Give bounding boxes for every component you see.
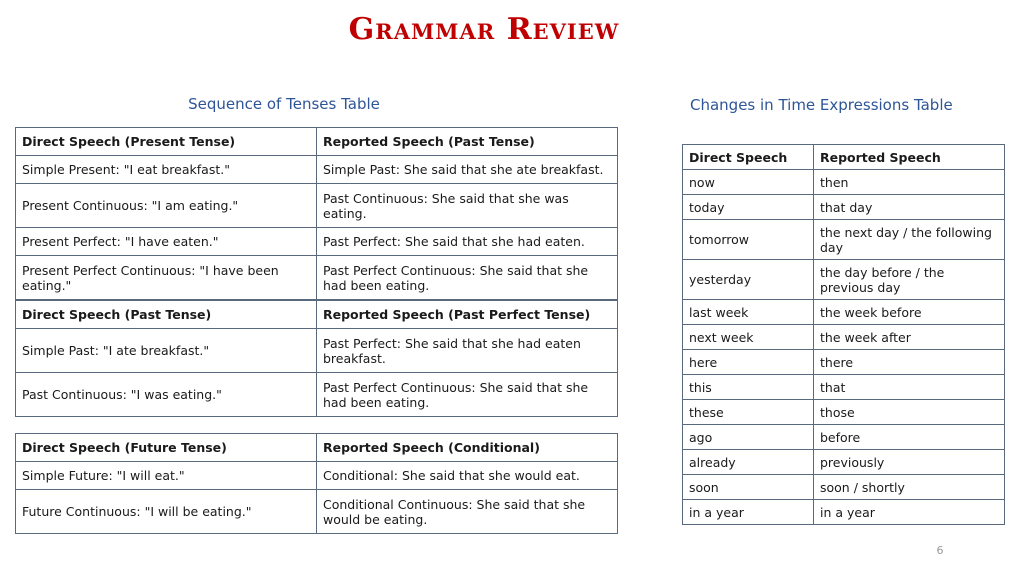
table-cell: that <box>814 375 1005 400</box>
table-cell: Simple Present: "I eat breakfast." <box>16 156 317 184</box>
table-header-cell: Direct Speech (Present Tense) <box>16 128 317 156</box>
table-row <box>683 260 1005 300</box>
table-header-cell: Reported Speech (Past Perfect Tense) <box>317 301 618 329</box>
table-row <box>16 156 618 184</box>
table-header-row <box>16 301 618 329</box>
table-cell: Present Perfect Continuous: "I have been eating." <box>16 256 317 300</box>
table-row <box>16 490 618 534</box>
time-expressions-table <box>682 144 1005 525</box>
table-cell: here <box>683 350 814 375</box>
table-cell: soon / shortly <box>814 475 1005 500</box>
table-row <box>683 450 1005 475</box>
table-cell: now <box>683 170 814 195</box>
table-cell: the week before <box>814 300 1005 325</box>
table-cell: then <box>814 170 1005 195</box>
present-tense-table <box>15 127 618 300</box>
table-cell: these <box>683 400 814 425</box>
table-row <box>683 400 1005 425</box>
table-row <box>683 220 1005 260</box>
time-table-heading: Changes in Time Expressions Table <box>690 96 953 114</box>
table-cell: the next day / the following day <box>814 220 1005 260</box>
table-row <box>16 462 618 490</box>
page-number: 6 <box>936 544 944 557</box>
table-header-row <box>16 434 618 462</box>
table-cell: yesterday <box>683 260 814 300</box>
table-cell: that day <box>814 195 1005 220</box>
table-cell: Simple Past: She said that she ate breakfast. <box>317 156 618 184</box>
table-row <box>16 329 618 373</box>
table-cell: Past Perfect: She said that she had eaten breakfast. <box>317 329 618 373</box>
table-cell: last week <box>683 300 814 325</box>
table-header-cell: Reported Speech (Conditional) <box>317 434 618 462</box>
table-row <box>683 350 1005 375</box>
slide-title: Grammar Review <box>348 12 620 47</box>
sequence-table-heading: Sequence of Tenses Table <box>188 95 380 113</box>
future-tense-table <box>15 433 618 534</box>
table-header-cell: Direct Speech (Past Tense) <box>16 301 317 329</box>
table-row <box>683 325 1005 350</box>
table-header-cell: Reported Speech <box>814 145 1005 170</box>
table-cell: in a year <box>683 500 814 525</box>
table-row <box>683 170 1005 195</box>
table-cell: Future Continuous: "I will be eating." <box>16 490 317 534</box>
table-cell: Simple Future: "I will eat." <box>16 462 317 490</box>
table-cell: Past Continuous: "I was eating." <box>16 373 317 417</box>
table-cell: Conditional Continuous: She said that she would be eating. <box>317 490 618 534</box>
table-cell: Past Perfect Continuous: She said that she had been eating. <box>317 373 618 417</box>
past-tense-table <box>15 300 618 417</box>
table-cell: this <box>683 375 814 400</box>
table-cell: the day before / the previous day <box>814 260 1005 300</box>
table-row <box>16 373 618 417</box>
table-cell: ago <box>683 425 814 450</box>
table-cell: previously <box>814 450 1005 475</box>
table-header-cell: Direct Speech <box>683 145 814 170</box>
table-cell: Present Continuous: "I am eating." <box>16 184 317 228</box>
table-cell: Past Continuous: She said that she was eating. <box>317 184 618 228</box>
table-row <box>683 300 1005 325</box>
table-row <box>16 228 618 256</box>
table-cell: Simple Past: "I ate breakfast." <box>16 329 317 373</box>
table-row <box>16 256 618 300</box>
table-header-cell: Direct Speech (Future Tense) <box>16 434 317 462</box>
table-row <box>683 425 1005 450</box>
table-cell: the week after <box>814 325 1005 350</box>
table-cell: Conditional: She said that she would eat. <box>317 462 618 490</box>
table-cell: in a year <box>814 500 1005 525</box>
table-cell: tomorrow <box>683 220 814 260</box>
table-cell: next week <box>683 325 814 350</box>
table-header-row <box>683 145 1005 170</box>
table-cell: Past Perfect: She said that she had eaten. <box>317 228 618 256</box>
table-cell: soon <box>683 475 814 500</box>
table-row <box>683 195 1005 220</box>
table-header-row <box>16 128 618 156</box>
table-row <box>683 375 1005 400</box>
table-cell: already <box>683 450 814 475</box>
table-cell: there <box>814 350 1005 375</box>
table-cell: today <box>683 195 814 220</box>
table-cell: Past Perfect Continuous: She said that she had been eating. <box>317 256 618 300</box>
table-row <box>683 475 1005 500</box>
table-cell: Present Perfect: "I have eaten." <box>16 228 317 256</box>
table-row <box>683 500 1005 525</box>
table-cell: those <box>814 400 1005 425</box>
table-cell: before <box>814 425 1005 450</box>
table-row <box>16 184 618 228</box>
table-header-cell: Reported Speech (Past Tense) <box>317 128 618 156</box>
